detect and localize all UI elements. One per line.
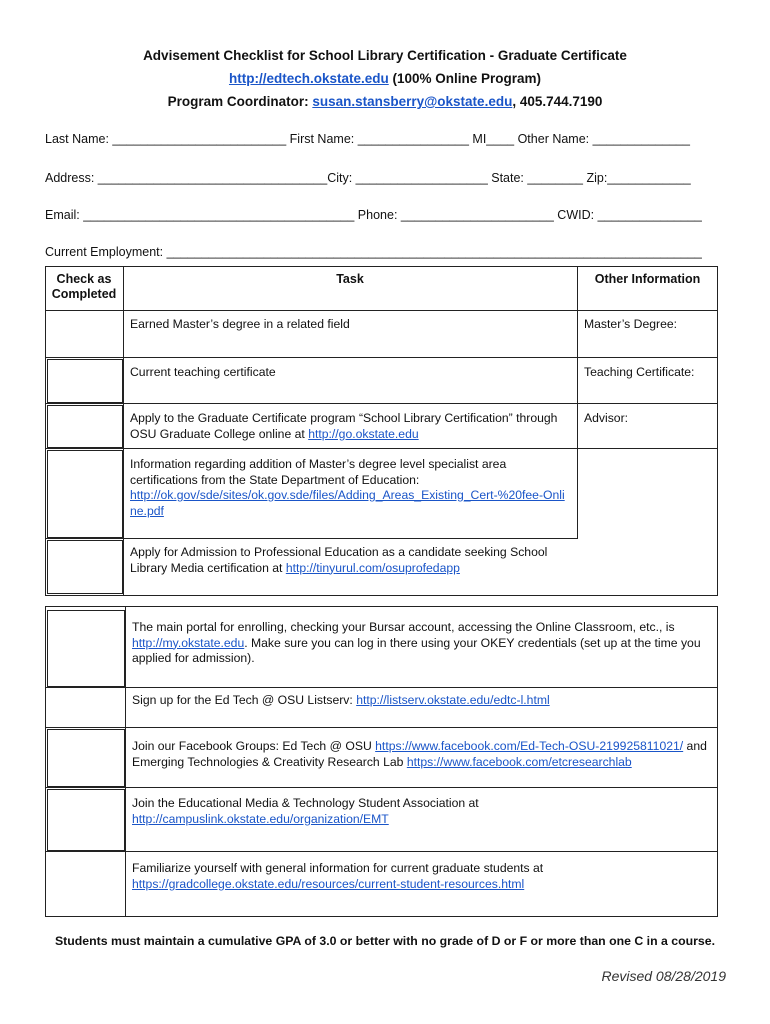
task-prof-ed-text: Apply for Admission to Professional Education as a candidate seeking School Library Media certification at	[130, 545, 548, 575]
col-header-task: Task	[336, 272, 364, 286]
coordinator-line	[0, 90, 770, 113]
facebook-edtech-link[interactable]: https://www.facebook.com/Ed-Tech-OSU-219925811021/	[375, 739, 684, 753]
facebook-etc-lab-link[interactable]: https://www.facebook.com/etcresearchlab	[406, 754, 632, 769]
task-facebook-text-2: and Emerging Technologies & Creativity Research Lab	[132, 739, 707, 769]
task-specialist-info-text: Information regarding addition of Master’s degree level specialist area certifications from the State Department of Education:	[130, 457, 507, 487]
task-emtsa	[132, 796, 707, 827]
contact-fields-line[interactable]: Email: _______________________________________ Phone: ______________________ CWID: _______________	[45, 208, 702, 222]
other-masters-degree[interactable]: Master’s Degree:	[584, 317, 678, 331]
program-url-note: (100% Online Program)	[388, 71, 542, 86]
checkbox-facebook[interactable]	[47, 729, 125, 787]
task-grad-resources	[132, 861, 707, 892]
task-apply-program-text: Apply to the Graduate Certificate program “School Library Certification” through OSU Graduate College online at	[130, 411, 558, 441]
task-emtsa-text: Join the Educational Media & Technology Student Association at	[132, 796, 479, 810]
task-listserv-text: Sign up for the Ed Tech @ OSU Listserv:	[132, 693, 357, 707]
checkbox-teaching-cert[interactable]	[47, 359, 123, 403]
program-url-link[interactable]: http://edtech.okstate.edu	[228, 71, 389, 86]
coordinator-phone: , 405.744.7190	[512, 94, 603, 109]
revised-date: Revised 08/28/2019	[601, 968, 726, 984]
sde-cert-link[interactable]: http://ok.gov/sde/sites/ok.gov.sde/files/Adding_Areas_Existing_Cert-%20fee-Online.pdf	[130, 488, 565, 518]
task-listserv	[132, 693, 707, 709]
other-teaching-cert[interactable]: Teaching Certificate:	[584, 365, 695, 379]
coordinator-email-link[interactable]: susan.stansberry@okstate.edu	[312, 94, 513, 109]
address-fields-line[interactable]: Address: _________________________________City: ___________________ State: ________ Zip:____________	[45, 171, 691, 185]
checkbox-apply-program[interactable]	[47, 405, 123, 448]
go-okstate-link[interactable]: http://go.okstate.edu	[308, 426, 419, 441]
task-specialist-info	[130, 457, 570, 519]
coordinator-label: Program Coordinator:	[167, 94, 313, 109]
col-header-check: Check as Completed	[51, 272, 117, 301]
task-masters-degree: Earned Master’s degree in a related field	[130, 317, 350, 331]
checkbox-prof-ed[interactable]	[47, 540, 123, 594]
employment-field-line[interactable]: Current Employment: _____________________________________________________________________________	[45, 245, 702, 259]
task-portal-text-2: . Make sure you can log in there using your OKEY credentials (set up at the time you applied for admission).	[132, 635, 701, 665]
task-grad-resources-text: Familiarize yourself with general information for current graduate students at	[132, 861, 544, 875]
listserv-link[interactable]: http://listserv.okstate.edu/edtc-l.html	[356, 693, 550, 707]
col-header-other: Other Information	[594, 272, 701, 286]
task-portal-text: The main portal for enrolling, checking your Bursar account, accessing the Online Classroom, etc., is	[132, 620, 675, 634]
task-teaching-cert: Current teaching certificate	[130, 365, 276, 379]
task-facebook	[132, 739, 717, 770]
checkbox-emtsa[interactable]	[47, 789, 125, 851]
checkbox-portal[interactable]	[47, 610, 125, 687]
task-facebook-text: Join our Facebook Groups: Ed Tech @ OSU	[132, 739, 376, 753]
task-prof-ed	[130, 545, 570, 576]
task-portal	[132, 620, 707, 667]
campuslink-emt-link[interactable]: http://campuslink.okstate.edu/organization/EMT	[132, 811, 389, 826]
name-fields-line[interactable]: Last Name: _________________________ First Name: ________________ MI____ Other Name: ______________	[45, 132, 690, 146]
document-header	[0, 44, 770, 113]
grad-resources-link[interactable]: https://gradcollege.okstate.edu/resources/current-student-resources.html	[132, 876, 525, 891]
my-okstate-link[interactable]: http://my.okstate.edu	[132, 635, 245, 650]
task-apply-program	[130, 411, 575, 442]
program-url-line	[0, 67, 770, 90]
document-title: Advisement Checklist for School Library Certification - Graduate Certificate	[143, 48, 627, 63]
other-advisor[interactable]: Advisor:	[584, 411, 629, 425]
gpa-requirement-note: Students must maintain a cumulative GPA of 3.0 or better with no grade of D or F or more than one C in a course.	[54, 934, 716, 948]
checkbox-specialist-info[interactable]	[47, 450, 123, 538]
prof-ed-app-link[interactable]: http://tinyurul.com/osuprofedapp	[285, 560, 460, 575]
